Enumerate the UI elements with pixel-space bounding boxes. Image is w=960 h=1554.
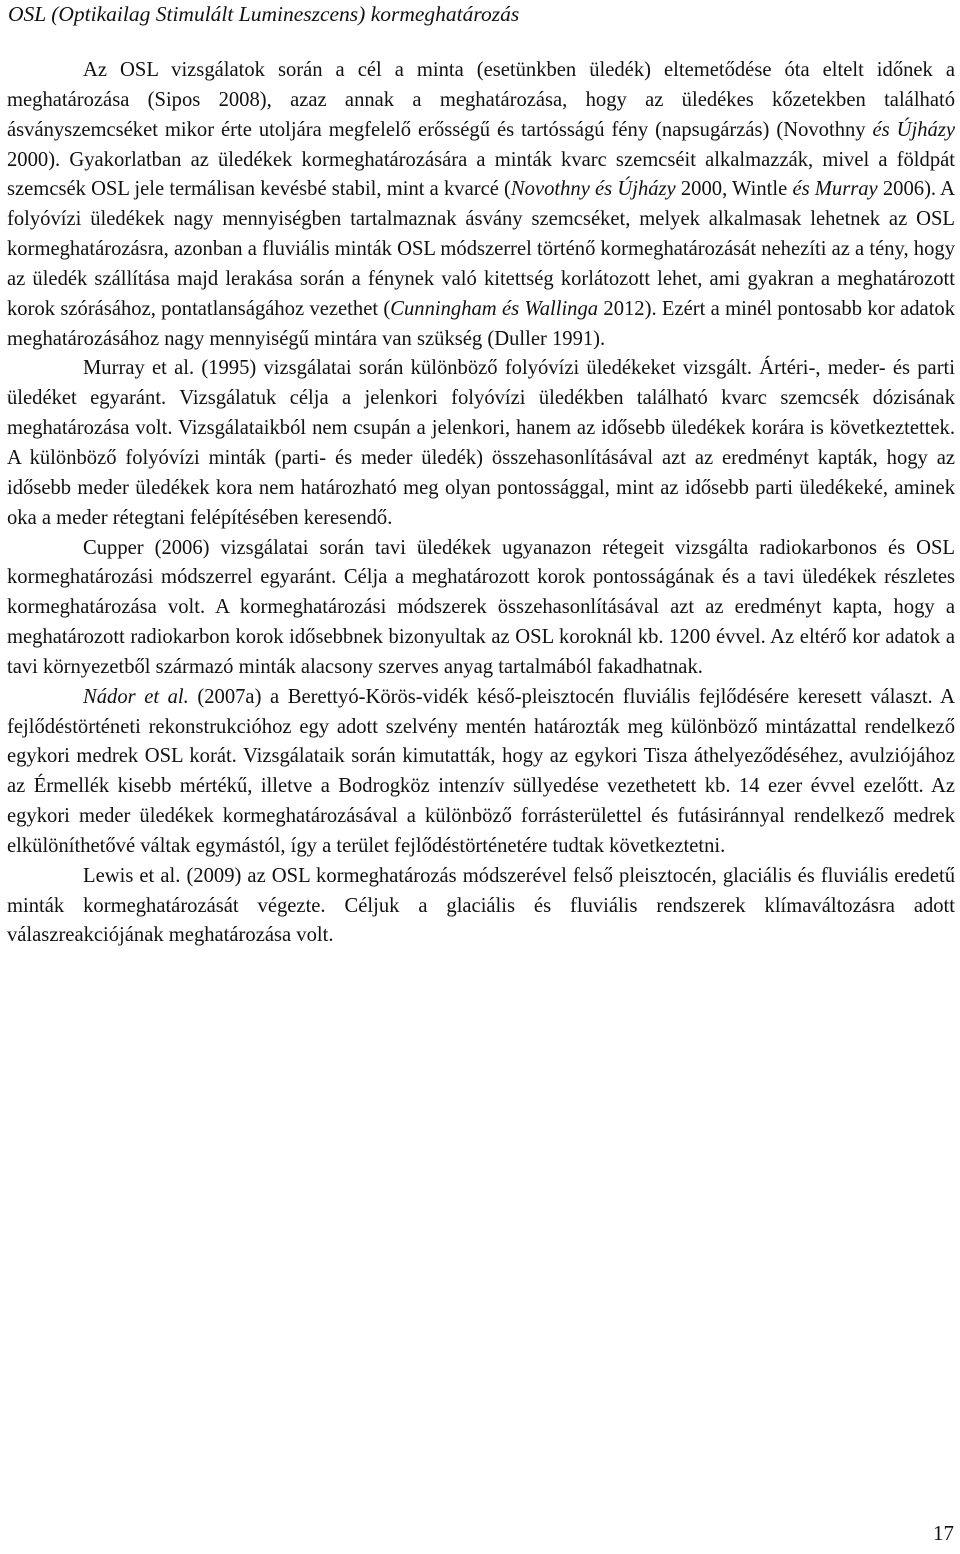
text-segment: (2007a) a Berettyó-Körös-vidék késő-pleisztocén fluviális fejlődésére keresett választ. A fejlődéstörténeti rekonstrukcióhoz egy adott szelvény mentén határozták meg különböző mintázattal rendelkező egykori medrek OSL korát. Vizsgálataik során kimutatták, hogy az egykori Tisza áthelyeződéséhez, avulziójához az Érmellék kisebb mértékű, illetve a Bodrogköz intenzív süllyedése vezethetett kb. 14 ezer évvel ezelőtt. Az egykori meder üledékek kormeghatározásával a különböző forrásterülettel és futásiránnyal rendelkező medrek elkülöníthetővé váltak egymástól, így a terület fejlődéstörténetére tudtak következtetni. (7, 685, 955, 857)
paragraph-3 (7, 534, 955, 683)
paragraph-5 (7, 862, 955, 952)
paragraph-2 (7, 354, 955, 533)
text-segment: 2006). A folyóvízi üledékek nagy mennyiségben tartalmaznak ásvány szemcséket, melyek alkalmasak lehetnek az OSL kormeghatározásra, azonban a fluviális minták OSL módszerrel történő kormeghatározását nehezíti az a tény, hogy az üledék szállítása majd lerakása során a fénynek való kitettség korlátozott lehet, ami gyakran a meghatározott korok szórásához, pontatlanságához vezethet ( (7, 178, 955, 320)
text-segment: Az OSL vizsgálatok során a cél a minta (esetünkben üledék) eltemetődése óta eltelt időnek a meghatározása (Sipos 2008), azaz annak a meghatározása, hogy az üledékes kőzetekben található ásványszemcséket mikor érte utoljára megfelelő erősségű és tartósságú fény (napsugárzás) (Novothny (7, 59, 955, 141)
page-number: 17 (933, 1521, 954, 1545)
italic-segment: és Újházy (872, 118, 955, 141)
italic-segment: Novothny és Újházy (510, 178, 676, 201)
body-text (7, 56, 955, 951)
italic-segment: Cunningham és Wallinga (390, 297, 599, 320)
italic-segment: és Murray (792, 178, 878, 201)
text-segment: Cupper (2006) vizsgálatai során tavi üledékek ugyanazon rétegeit vizsgálta radiokarbonos és OSL kormeghatározási módszerrel egyaránt. Célja a meghatározott korok pontosságának és a tavi üledékek részletes kormeghatározása volt. A kormeghatározási módszerek összehasonlításával azt az eredményt kapta, hogy a meghatározott radiokarbon korok idősebbnek bizonyultak az OSL koroknál kb. 1200 évvel. Az eltérő kor adatok a tavi környezetből származó minták alacsony szerves anyag tartalmából fakadhatnak. (7, 536, 955, 678)
text-segment: 2012). Ezért a minél pontosabb kor adatok meghatározásához nagy mennyiségű mintára van szükség (Duller 1991). (7, 297, 956, 350)
section-heading: OSL (Optikailag Stimulált Lumineszcens) kormeghatározás (8, 2, 520, 26)
text-segment: Lewis et al. (2009) az OSL kormeghatározás módszerével felső pleisztocén, glaciális és fluviális eredetű minták kormeghatározását végezte. Céljuk a glaciális és fluviális rendszerek klímaváltozásra adott válaszreakciójának meghatározása volt. (7, 864, 955, 947)
text-segment: 2000). Gyakorlatban az üledékek kormeghatározására a minták kvarc szemcséit alkalmazzák, mivel a földpát szemcsék OSL jele termálisan kevésbé stabil, mint a kvarcé ( (7, 148, 955, 201)
paragraph-4 (7, 683, 955, 862)
italic-segment: Nádor et al. (83, 685, 189, 708)
text-segment: 2000, Wintle (675, 178, 793, 201)
paragraph-1 (7, 56, 955, 354)
text-segment: Murray et al. (1995) vizsgálatai során különböző folyóvízi üledékeket vizsgált. Ártéri-, meder- és parti üledéket egyaránt. Vizsgálatuk célja a jelenkori folyóvízi üledékben található kvarc szemcsék dózisának meghatározása volt. Vizsgálataikból nem csupán a jelenkori, hanem az idősebb üledékek korára is következtettek. A különböző folyóvízi minták (parti- és meder üledék) összehasonlításával azt az eredményt kapták, hogy az idősebb meder üledékek kora nem határozható meg olyan pontossággal, mint az idősebb parti üledékeké, aminek oka a meder rétegtani felépítésében keresendő. (7, 357, 955, 529)
